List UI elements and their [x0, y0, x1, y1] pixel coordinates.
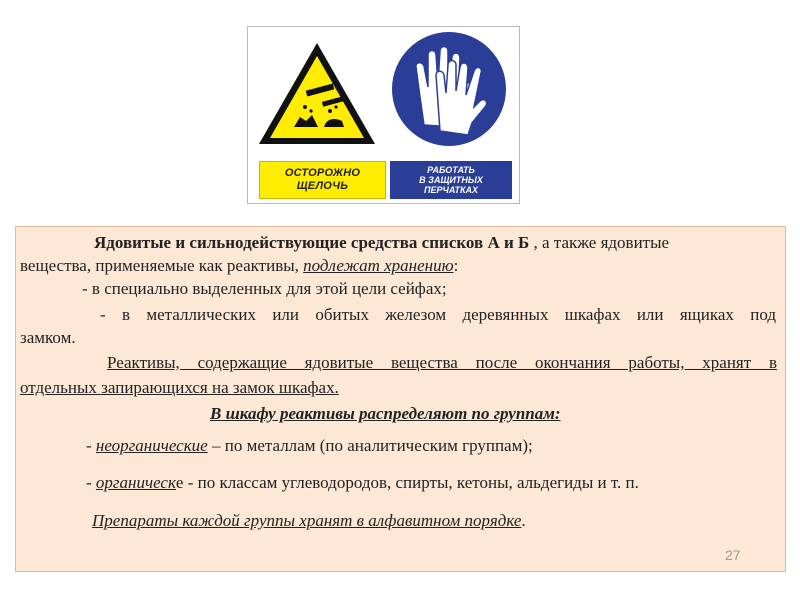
page-number: 27: [725, 547, 741, 563]
mandatory-line-1: РАБОТАТЬ: [427, 165, 475, 175]
protective-gloves-icon: [392, 32, 506, 146]
warning-sign-plate: [259, 161, 386, 199]
section-heading: В шкафу реактивы распределяют по группам:: [210, 404, 561, 423]
warning-line-1: ОСТОРОЖНО: [284, 167, 361, 179]
warning-line-2: ЩЕЛОЧЬ: [296, 180, 349, 192]
mandatory-line-2: В ЗАЩИТНЫХ: [419, 175, 483, 185]
paragraph-1-line-2: [20, 256, 458, 276]
group-inorganic-text: – по металлам (по аналитическим группам);: [207, 436, 533, 455]
alphabetical-order-phrase: Препараты каждой группы хранят в алфавитном порядке: [92, 511, 522, 530]
list-item-cabinets: - в металлических или обитых железом деревянных шкафах или ящиках под: [100, 305, 776, 324]
paragraph-1-line-1: [94, 233, 669, 253]
paragraph-1-tail: , а также ядовитые: [529, 233, 670, 252]
term-organic-tail: е: [175, 473, 184, 492]
dash: -: [86, 436, 96, 455]
term-organic: органическ: [95, 473, 176, 492]
storage-required-phrase: подлежат хранению: [303, 256, 454, 275]
list-item-safes: - в специально выделенных для этой цели сейфах;: [82, 279, 447, 298]
group-inorganic: [86, 436, 533, 456]
paragraph-2-line-1: Реактивы, содержащие ядовитые вещества после окончания работы, хранят в: [107, 353, 777, 372]
paragraph-1-line-2-text: вещества, применяемые как реактивы,: [20, 256, 304, 275]
mandatory-line-3: ПЕРЧАТКАХ: [424, 185, 478, 195]
colon: :: [453, 256, 459, 275]
dash: -: [86, 473, 96, 492]
final-statement: [92, 511, 526, 531]
paragraph-2-line-2: отдельных запирающихся на замок шкафах.: [20, 378, 339, 397]
group-organic: [86, 473, 639, 493]
final-dot: .: [521, 511, 526, 530]
group-organic-text: - по классам углеводородов, спирты, кетоны, альдегиды и т. п.: [183, 473, 639, 492]
corrosive-alkali-warning-icon: [259, 43, 375, 144]
lists-ab-bold: Ядовитые и сильнодействующие средства списков А и Б: [94, 233, 530, 252]
list-item-cabinets-cont: замком.: [20, 328, 76, 347]
mandatory-sign-plate: [390, 161, 512, 199]
term-inorganic: неорганические: [95, 436, 208, 455]
safety-signs-image: [247, 26, 520, 204]
